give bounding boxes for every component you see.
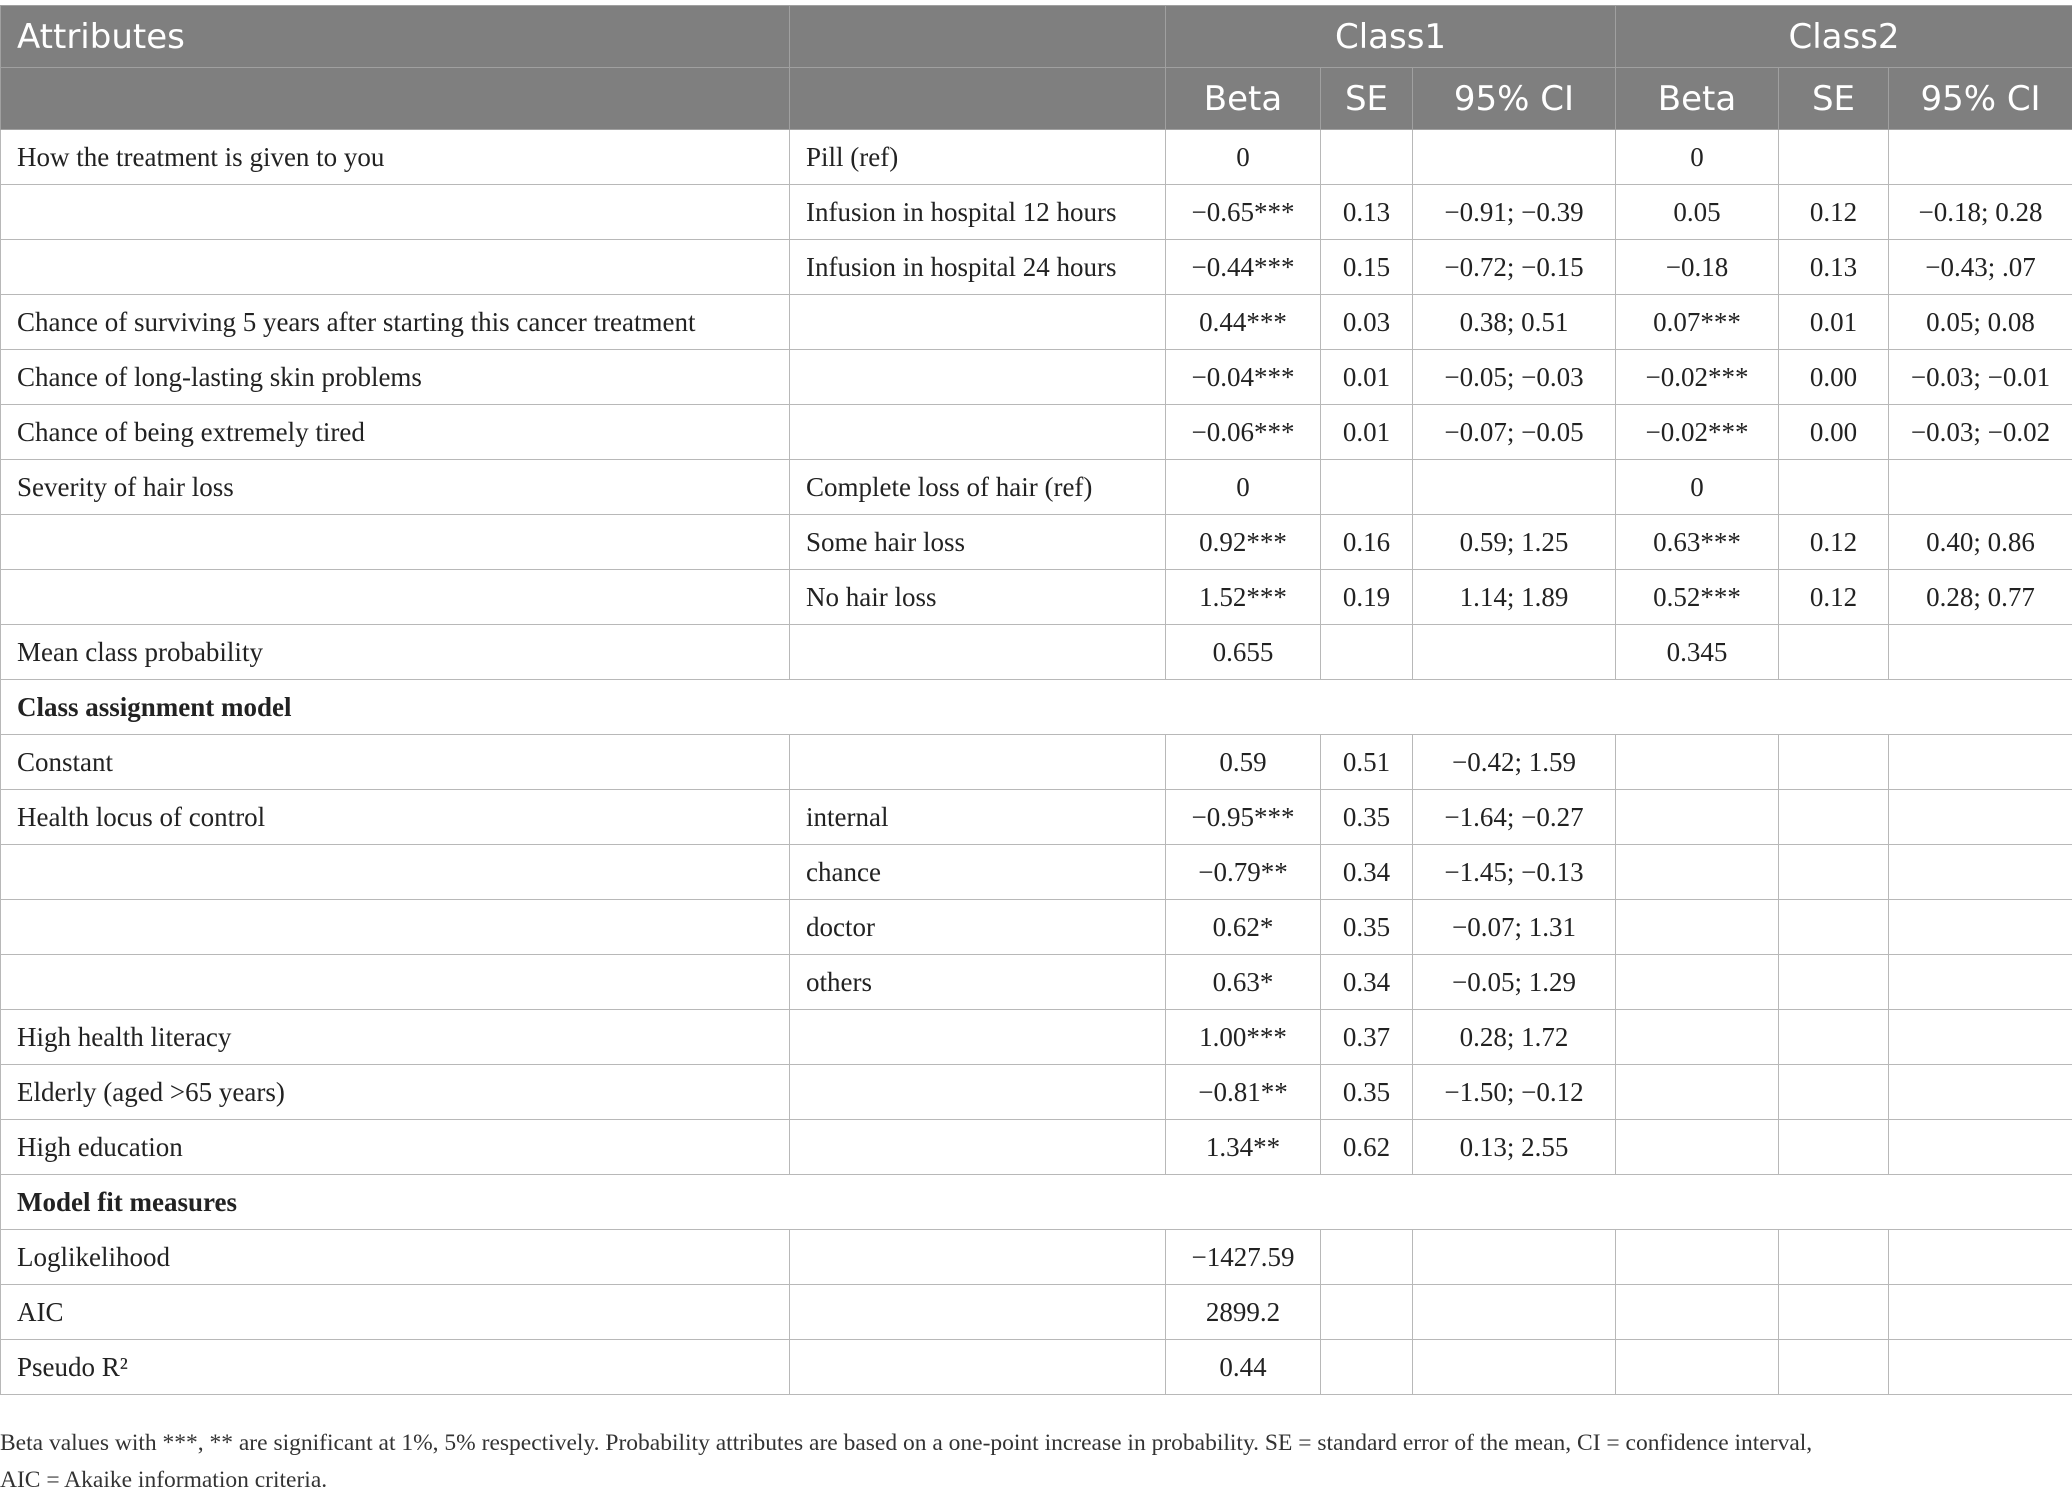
level-cell: Complete loss of hair (ref) [790,460,1166,515]
class1-beta-cell: −0.95*** [1166,790,1321,845]
header-class2: Class2 [1616,6,2072,68]
class1-se-cell [1321,1340,1413,1395]
class2-ci-cell [1889,460,2072,515]
attribute-cell: Severity of hair loss [1,460,790,515]
class2-se-cell: 0.13 [1779,240,1889,295]
class1-beta-cell: −0.81** [1166,1065,1321,1120]
class1-beta-cell: −1427.59 [1166,1230,1321,1285]
class2-ci-cell [1889,900,2072,955]
level-cell [790,350,1166,405]
class2-ci-cell: −0.43; .07 [1889,240,2072,295]
class1-se-cell: 0.51 [1321,735,1413,790]
level-cell [790,625,1166,680]
attribute-cell: Chance of long-lasting skin problems [1,350,790,405]
class2-ci-cell [1889,1285,2072,1340]
class1-beta-cell: 0.62* [1166,900,1321,955]
attribute-cell: Chance of being extremely tired [1,405,790,460]
level-cell [790,295,1166,350]
class2-se-cell: 0.12 [1779,185,1889,240]
table-row [1,790,2072,845]
class2-se-cell [1779,735,1889,790]
header-class1-se: SE [1321,68,1413,130]
header-blank [1,68,790,130]
class2-ci-cell [1889,1010,2072,1065]
attribute-cell: Mean class probability [1,625,790,680]
level-cell [790,1340,1166,1395]
attribute-cell [1,515,790,570]
class1-ci-cell: −1.64; −0.27 [1413,790,1616,845]
attribute-cell: Pseudo R² [1,1340,790,1395]
class1-beta-cell: −0.79** [1166,845,1321,900]
class1-se-cell: 0.19 [1321,570,1413,625]
class2-ci-cell: −0.03; −0.01 [1889,350,2072,405]
class1-se-cell: 0.13 [1321,185,1413,240]
class2-beta-cell [1616,790,1779,845]
class2-ci-cell: 0.40; 0.86 [1889,515,2072,570]
class2-se-cell [1779,1230,1889,1285]
attribute-cell [1,845,790,900]
class1-beta-cell: −0.65*** [1166,185,1321,240]
class2-se-cell [1779,1285,1889,1340]
attribute-cell: High education [1,1120,790,1175]
class1-ci-cell: 1.14; 1.89 [1413,570,1616,625]
table-row [1,1065,2072,1120]
table-footnote [0,1425,2072,1499]
class2-ci-cell [1889,130,2072,185]
attribute-cell [1,240,790,295]
header-blank [790,68,1166,130]
class1-beta-cell: 0 [1166,460,1321,515]
table-row [1,570,2072,625]
level-cell: internal [790,790,1166,845]
class2-se-cell [1779,955,1889,1010]
header-row-classes [1,6,2072,68]
header-class1-beta: Beta [1166,68,1321,130]
class2-se-cell: 0.00 [1779,405,1889,460]
class2-ci-cell: −0.18; 0.28 [1889,185,2072,240]
table-row [1,515,2072,570]
class1-se-cell: 0.01 [1321,405,1413,460]
level-cell: doctor [790,900,1166,955]
class2-beta-cell: 0 [1616,130,1779,185]
level-cell [790,1010,1166,1065]
class1-beta-cell: −0.44*** [1166,240,1321,295]
class1-ci-cell: −0.91; −0.39 [1413,185,1616,240]
class1-ci-cell: −1.45; −0.13 [1413,845,1616,900]
class1-beta-cell: 0.63* [1166,955,1321,1010]
class2-beta-cell [1616,900,1779,955]
class2-se-cell [1779,625,1889,680]
table-row [1,955,2072,1010]
attribute-cell: Constant [1,735,790,790]
class2-se-cell: 0.12 [1779,515,1889,570]
class1-se-cell: 0.15 [1321,240,1413,295]
class1-se-cell: 0.34 [1321,845,1413,900]
class2-beta-cell: 0 [1616,460,1779,515]
class2-beta-cell: 0.05 [1616,185,1779,240]
table-row [1,625,2072,680]
class2-ci-cell [1889,1120,2072,1175]
attribute-cell: Loglikelihood [1,1230,790,1285]
attribute-cell: How the treatment is given to you [1,130,790,185]
class1-beta-cell: 1.00*** [1166,1010,1321,1065]
table-row [1,845,2072,900]
level-cell [790,405,1166,460]
level-cell [790,1120,1166,1175]
table-row [1,295,2072,350]
class1-ci-cell [1413,1340,1616,1395]
class2-ci-cell: 0.28; 0.77 [1889,570,2072,625]
class1-se-cell [1321,130,1413,185]
class1-ci-cell: −0.07; 1.31 [1413,900,1616,955]
class1-se-cell [1321,460,1413,515]
level-cell: Infusion in hospital 12 hours [790,185,1166,240]
class2-ci-cell [1889,1065,2072,1120]
class2-beta-cell [1616,1285,1779,1340]
class1-se-cell: 0.35 [1321,900,1413,955]
class2-ci-cell: −0.03; −0.02 [1889,405,2072,460]
class1-ci-cell: −0.05; 1.29 [1413,955,1616,1010]
table-row [1,1340,2072,1395]
class1-ci-cell [1413,460,1616,515]
section-row [1,680,2072,735]
attribute-cell [1,185,790,240]
class1-se-cell [1321,625,1413,680]
section-label: Model fit measures [1,1175,2072,1230]
level-cell: chance [790,845,1166,900]
class2-beta-cell [1616,1065,1779,1120]
footnote-line-1: Beta values with ***, ** are significant at 1%, 5% respectively. Probability attributes are based on a one-point increase in probability. SE = standard error of the mean, CI = confidence interval, [0,1430,1813,1456]
class2-beta-cell [1616,1340,1779,1395]
table-row [1,350,2072,405]
class2-ci-cell [1889,845,2072,900]
attribute-cell [1,570,790,625]
class2-se-cell: 0.00 [1779,350,1889,405]
table-row [1,185,2072,240]
table-row [1,1120,2072,1175]
class2-beta-cell: 0.07*** [1616,295,1779,350]
header-class1: Class1 [1166,6,1616,68]
attribute-cell: Elderly (aged >65 years) [1,1065,790,1120]
class1-se-cell: 0.35 [1321,1065,1413,1120]
class2-beta-cell [1616,1010,1779,1065]
table-row [1,240,2072,295]
table-row [1,1285,2072,1340]
table-row [1,405,2072,460]
level-cell: Infusion in hospital 24 hours [790,240,1166,295]
class2-se-cell [1779,1340,1889,1395]
class2-ci-cell [1889,735,2072,790]
class2-se-cell [1779,790,1889,845]
class2-ci-cell [1889,1340,2072,1395]
class2-beta-cell [1616,845,1779,900]
level-cell [790,735,1166,790]
level-cell: Pill (ref) [790,130,1166,185]
header-class1-ci: 95% CI [1413,68,1616,130]
class1-se-cell [1321,1230,1413,1285]
class2-beta-cell [1616,1230,1779,1285]
class2-se-cell: 0.01 [1779,295,1889,350]
class2-ci-cell [1889,955,2072,1010]
class1-beta-cell: 1.34** [1166,1120,1321,1175]
class2-beta-cell: 0.345 [1616,625,1779,680]
class1-ci-cell [1413,1285,1616,1340]
class2-ci-cell [1889,1230,2072,1285]
class1-se-cell: 0.37 [1321,1010,1413,1065]
class2-beta-cell [1616,1120,1779,1175]
class1-ci-cell: 0.59; 1.25 [1413,515,1616,570]
level-cell [790,1285,1166,1340]
table-header [1,6,2072,130]
table-row [1,735,2072,790]
class1-se-cell: 0.62 [1321,1120,1413,1175]
class2-beta-cell [1616,955,1779,1010]
results-table [0,5,2072,1395]
class1-beta-cell: 0 [1166,130,1321,185]
class2-beta-cell: −0.02*** [1616,405,1779,460]
class1-se-cell [1321,1285,1413,1340]
class1-beta-cell: 2899.2 [1166,1285,1321,1340]
class1-ci-cell: 0.28; 1.72 [1413,1010,1616,1065]
class1-ci-cell: 0.13; 2.55 [1413,1120,1616,1175]
class1-beta-cell: 0.44*** [1166,295,1321,350]
attribute-cell [1,955,790,1010]
attribute-cell: AIC [1,1285,790,1340]
header-row-metrics [1,68,2072,130]
class1-ci-cell [1413,130,1616,185]
class1-se-cell: 0.35 [1321,790,1413,845]
attribute-cell: Chance of surviving 5 years after starting this cancer treatment [1,295,790,350]
class2-ci-cell [1889,790,2072,845]
header-class2-se: SE [1779,68,1889,130]
class2-se-cell [1779,1065,1889,1120]
class2-ci-cell [1889,625,2072,680]
attribute-cell [1,900,790,955]
header-attributes: Attributes [1,6,790,68]
class1-beta-cell: −0.06*** [1166,405,1321,460]
class1-beta-cell: 0.92*** [1166,515,1321,570]
header-class2-beta: Beta [1616,68,1779,130]
level-cell [790,1230,1166,1285]
section-label: Class assignment model [1,680,2072,735]
class1-se-cell: 0.16 [1321,515,1413,570]
table-row [1,460,2072,515]
class2-se-cell [1779,1120,1889,1175]
class2-ci-cell: 0.05; 0.08 [1889,295,2072,350]
class1-se-cell: 0.01 [1321,350,1413,405]
table-row [1,1010,2072,1065]
class1-beta-cell: 0.44 [1166,1340,1321,1395]
class2-beta-cell [1616,735,1779,790]
class1-se-cell: 0.03 [1321,295,1413,350]
level-cell: No hair loss [790,570,1166,625]
section-row [1,1175,2072,1230]
class2-se-cell [1779,900,1889,955]
table-row [1,130,2072,185]
class2-se-cell [1779,130,1889,185]
class2-se-cell [1779,460,1889,515]
attribute-cell: High health literacy [1,1010,790,1065]
class2-se-cell [1779,1010,1889,1065]
level-cell: others [790,955,1166,1010]
class2-se-cell: 0.12 [1779,570,1889,625]
header-class2-ci: 95% CI [1889,68,2072,130]
level-cell [790,1065,1166,1120]
table-body [1,130,2072,1395]
footnote-line-2: AIC = Akaike information criteria. [0,1467,328,1493]
class1-ci-cell [1413,625,1616,680]
class2-beta-cell: 0.63*** [1616,515,1779,570]
class1-ci-cell: −0.72; −0.15 [1413,240,1616,295]
class1-ci-cell: −0.07; −0.05 [1413,405,1616,460]
header-blank [790,6,1166,68]
class2-se-cell [1779,845,1889,900]
class2-beta-cell: −0.18 [1616,240,1779,295]
class2-beta-cell: −0.02*** [1616,350,1779,405]
class1-se-cell: 0.34 [1321,955,1413,1010]
class1-beta-cell: 0.59 [1166,735,1321,790]
class2-beta-cell: 0.52*** [1616,570,1779,625]
table-row [1,1230,2072,1285]
table-row [1,900,2072,955]
class1-ci-cell: −0.42; 1.59 [1413,735,1616,790]
class1-beta-cell: −0.04*** [1166,350,1321,405]
attribute-cell: Health locus of control [1,790,790,845]
class1-ci-cell: −0.05; −0.03 [1413,350,1616,405]
class1-ci-cell [1413,1230,1616,1285]
class1-beta-cell: 0.655 [1166,625,1321,680]
class1-ci-cell: −1.50; −0.12 [1413,1065,1616,1120]
level-cell: Some hair loss [790,515,1166,570]
class1-ci-cell: 0.38; 0.51 [1413,295,1616,350]
class1-beta-cell: 1.52*** [1166,570,1321,625]
